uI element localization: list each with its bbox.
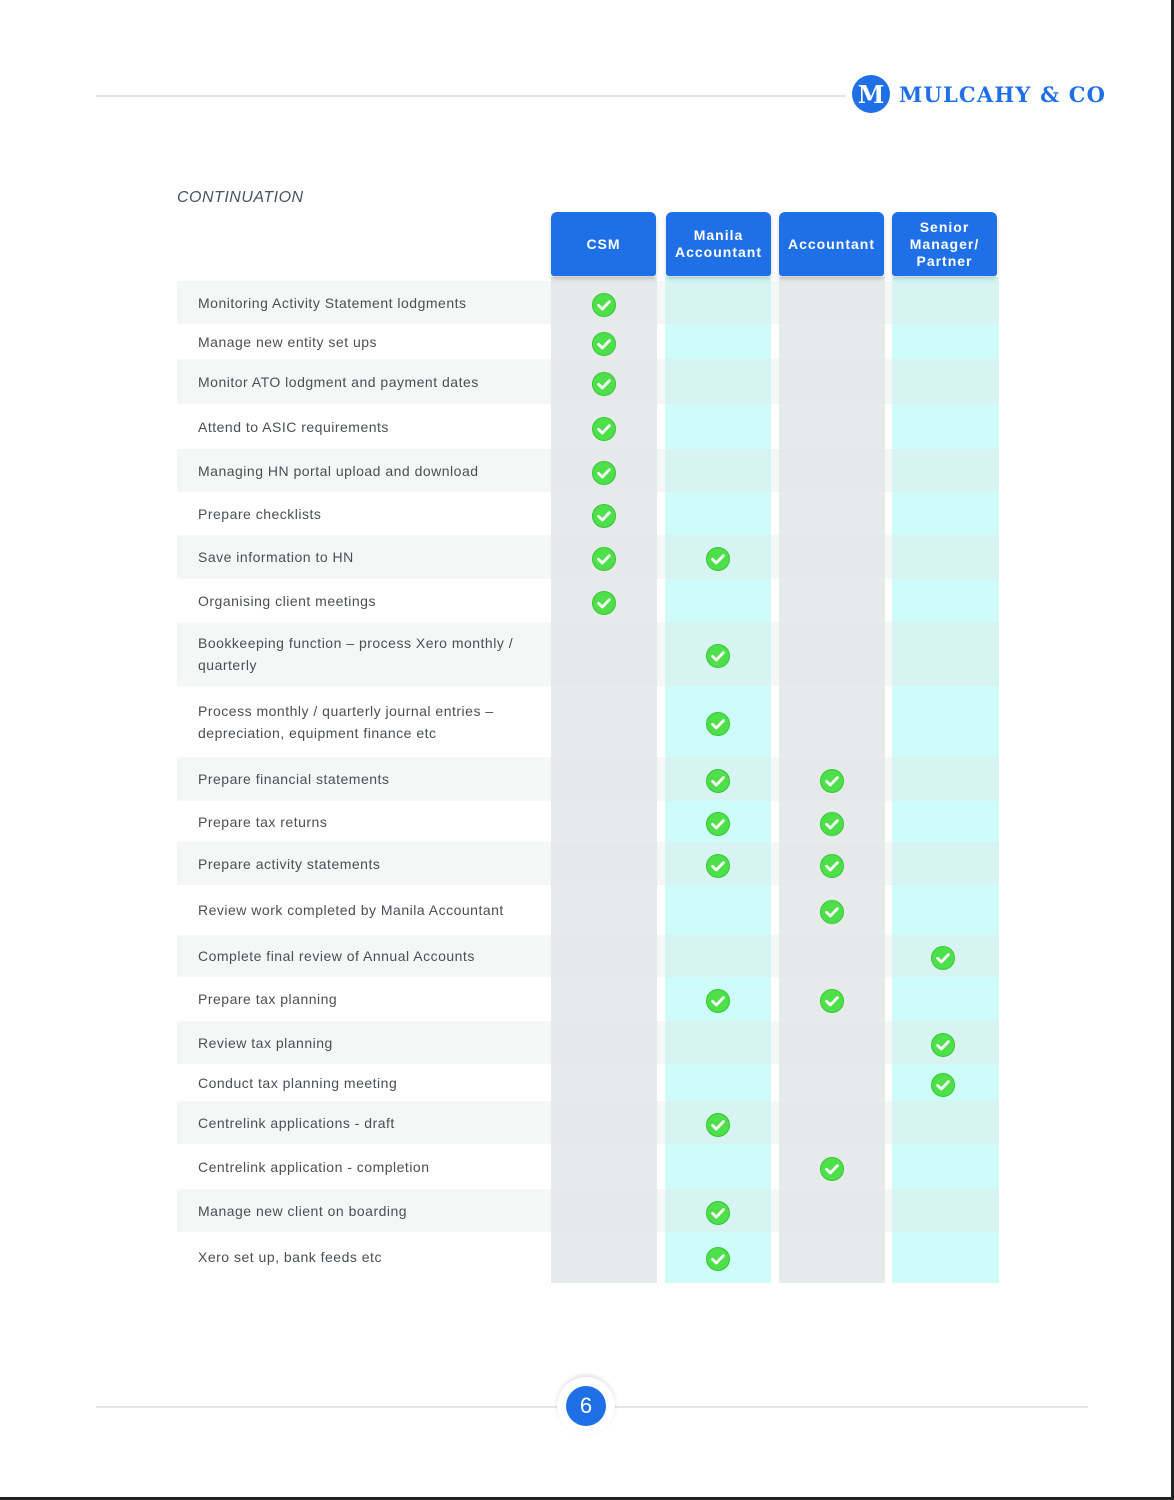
table-row (177, 885, 999, 935)
table-row (177, 1064, 999, 1101)
check-icon (706, 854, 730, 878)
check-icon (820, 854, 844, 878)
table-row (177, 281, 999, 324)
row-task-label: Manage new entity set ups (198, 334, 378, 350)
table-row (177, 686, 999, 757)
check-icon (592, 504, 616, 528)
check-icon (592, 293, 616, 317)
check-icon (592, 591, 616, 615)
row-task-label: Centrelink applications - draft (198, 1114, 395, 1131)
row-task-label: Prepare financial statements (198, 771, 390, 787)
table-row (177, 801, 999, 842)
section-title: CONTINUATION (177, 189, 304, 206)
row-task-label: Bookkeeping function – process Xero monthly / quarterly (198, 635, 514, 673)
header-divider (96, 95, 846, 97)
check-icon (706, 1247, 730, 1271)
column-header-manila-accountant: Manila Accountant (666, 212, 771, 276)
page-number: 6 (566, 1386, 606, 1426)
check-icon (931, 1033, 955, 1057)
table-row (177, 359, 999, 404)
table-row (177, 404, 999, 449)
check-icon (592, 417, 616, 441)
check-icon (706, 1201, 730, 1225)
row-task-label: Review work completed by Manila Accountant (198, 902, 504, 918)
row-task-label: Xero set up, bank feeds etc (198, 1249, 382, 1265)
table-row (177, 1189, 999, 1232)
table-row (177, 1144, 999, 1189)
row-task-label: Manage new client on boarding (198, 1202, 408, 1219)
row-task-label: Prepare tax planning (198, 991, 338, 1007)
check-icon (592, 547, 616, 571)
company-logo (852, 75, 1106, 113)
column-header-senior-manager: Senior Manager/ Partner (892, 212, 997, 276)
logo-badge: M (852, 75, 890, 113)
table-row (177, 449, 999, 492)
table-row (177, 535, 999, 579)
check-icon (706, 812, 730, 836)
check-icon (706, 1113, 730, 1137)
row-task-label: Managing HN portal upload and download (198, 462, 479, 479)
check-icon (706, 769, 730, 793)
check-icon (931, 946, 955, 970)
row-task-label: Prepare tax returns (198, 813, 328, 830)
row-task-label: Review tax planning (198, 1034, 333, 1051)
table-row (177, 622, 999, 686)
column-header-csm: CSM (551, 212, 656, 276)
row-task-label: Monitor ATO lodgment and payment dates (198, 373, 479, 390)
check-icon (706, 989, 730, 1013)
check-icon (706, 712, 730, 736)
check-icon (706, 547, 730, 571)
table-row (177, 977, 999, 1021)
row-task-label: Centrelink application - completion (198, 1158, 430, 1175)
table-row (177, 1101, 999, 1144)
check-icon (820, 989, 844, 1013)
row-task-label: Prepare checklists (198, 505, 322, 522)
check-icon (931, 1073, 955, 1097)
row-task-label: Prepare activity statements (198, 855, 381, 872)
row-task-label: Save information to HN (198, 549, 354, 565)
table-row (177, 757, 999, 801)
check-icon (706, 644, 730, 668)
check-icon (820, 900, 844, 924)
table-row (177, 935, 999, 977)
check-icon (592, 461, 616, 485)
table-row (177, 1021, 999, 1064)
table-row (177, 492, 999, 535)
check-icon (592, 372, 616, 396)
row-task-label: Conduct tax planning meeting (198, 1074, 398, 1091)
table-row (177, 579, 999, 622)
row-task-label: Complete final review of Annual Accounts (198, 948, 475, 964)
check-icon (820, 812, 844, 836)
row-task-label: Attend to ASIC requirements (198, 418, 389, 435)
table-row (177, 325, 999, 359)
check-icon (820, 769, 844, 793)
logo-wordmark: MULCAHY & CO (899, 81, 1107, 107)
row-task-label: Process monthly / quarterly journal entries – depreciation, equipment finance etc (198, 702, 494, 741)
check-icon (592, 332, 616, 356)
table-row (177, 842, 999, 885)
check-icon (820, 1157, 844, 1181)
row-task-label: Monitoring Activity Statement lodgments (198, 294, 467, 311)
column-header-accountant: Accountant (779, 212, 884, 276)
table-row (177, 1232, 999, 1282)
row-task-label: Organising client meetings (198, 592, 376, 609)
